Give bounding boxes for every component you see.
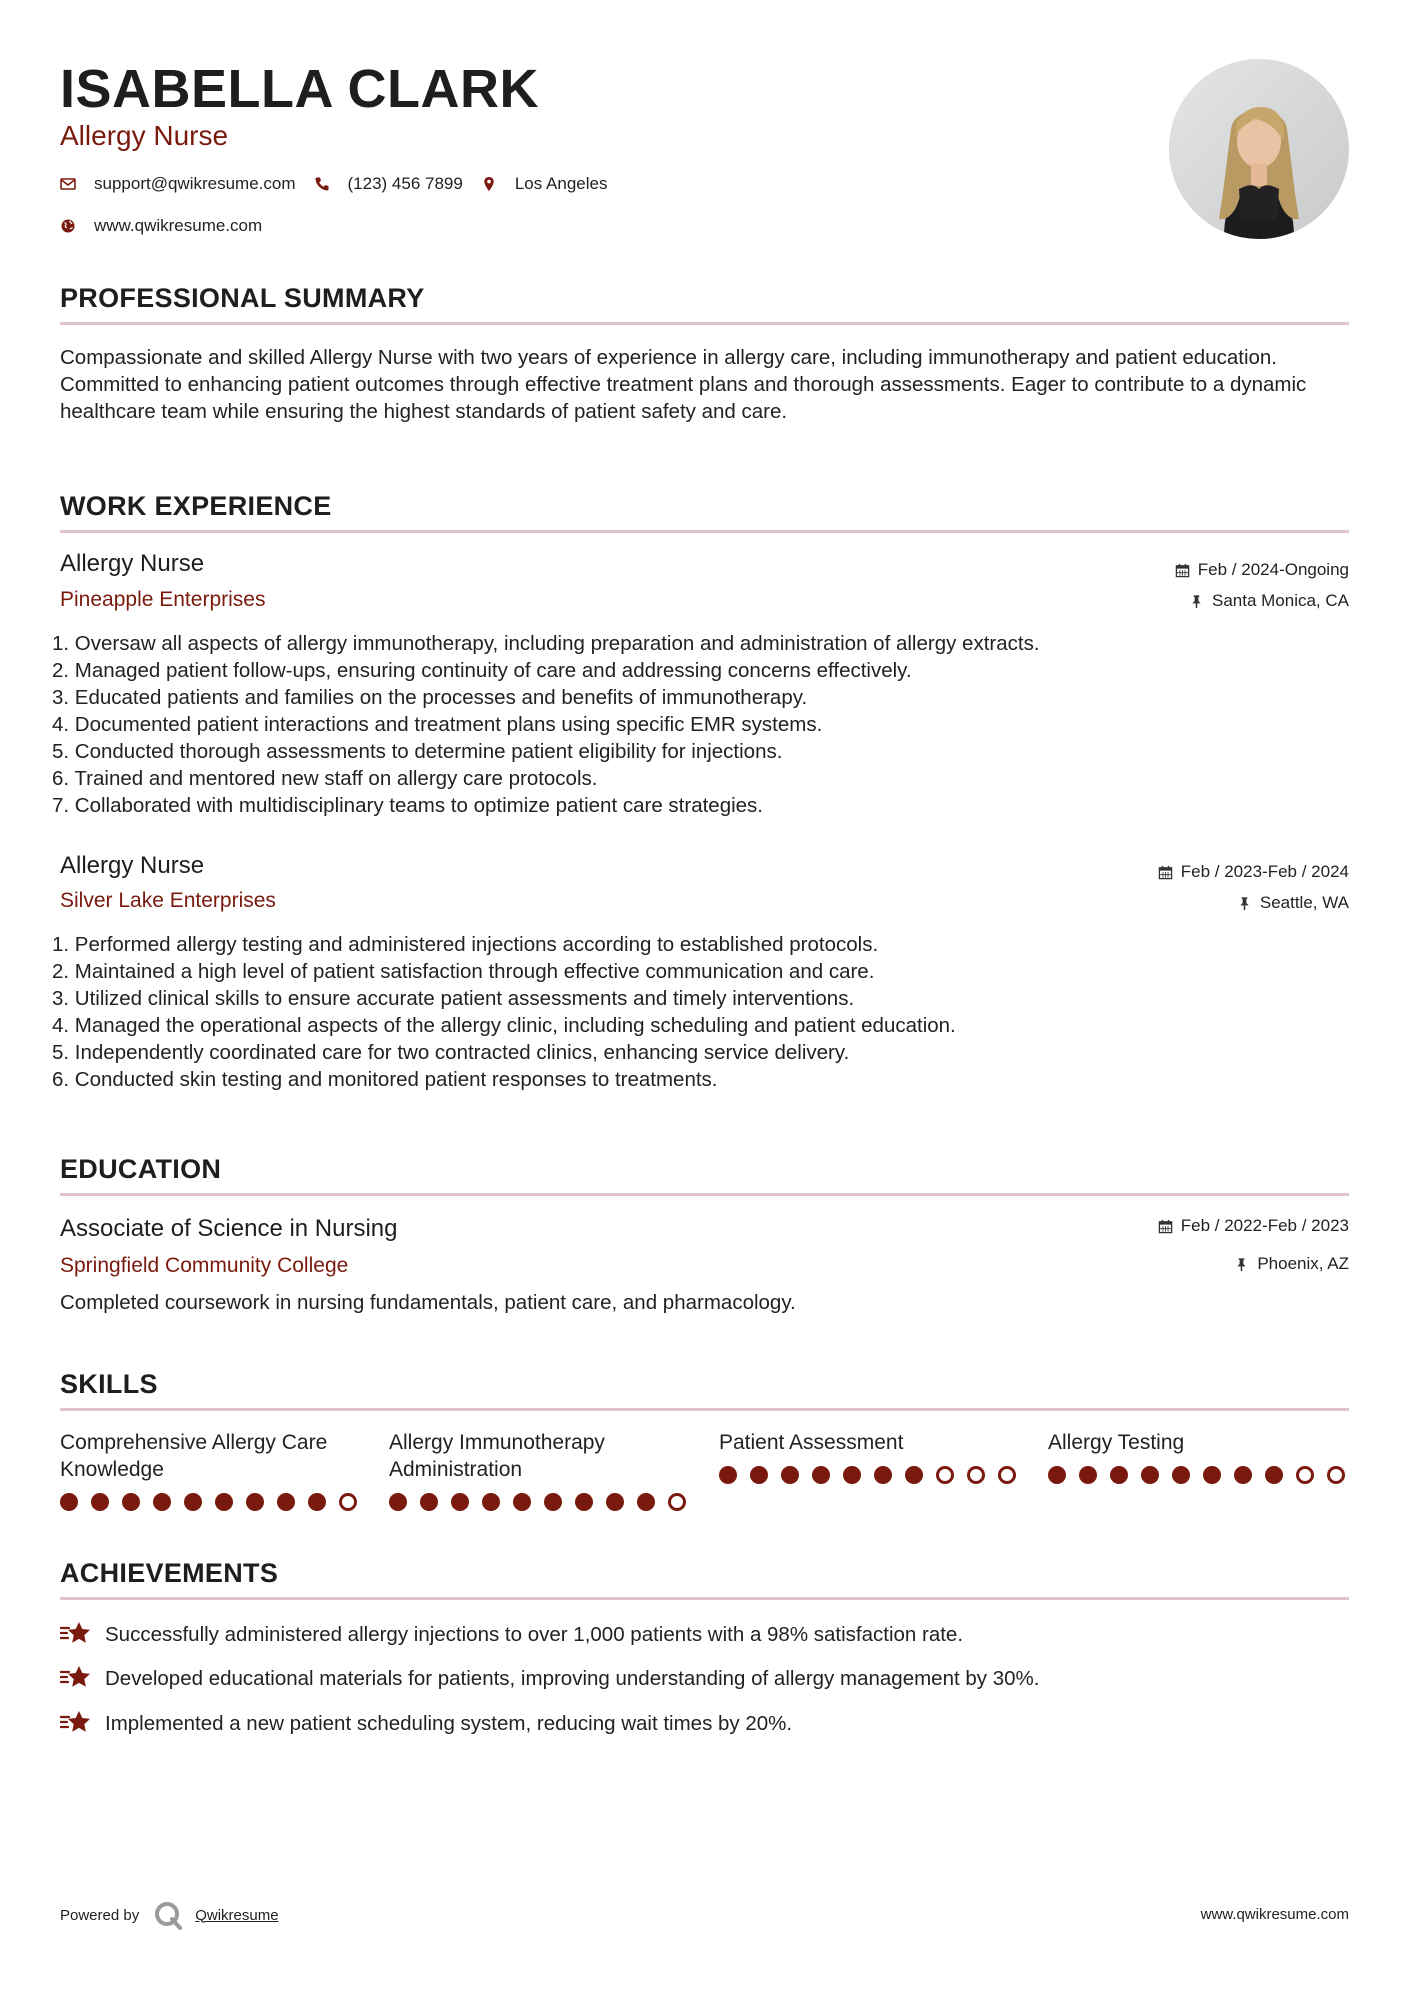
skill-item: [1048, 1429, 1358, 1484]
skill-item: [389, 1429, 699, 1511]
skill-name: Allergy Immunotherapy Administration: [389, 1431, 605, 1481]
job-bullet: 2. Managed patient follow-ups, ensuring continuity of care and addressing concerns effectively.: [52, 659, 912, 682]
job-bullet: 2. Maintained a high level of patient satisfaction through effective communication and care.: [52, 960, 875, 983]
rating-dot-filled: [1110, 1466, 1128, 1484]
star-award-icon: [60, 1620, 92, 1648]
job-bullet: 4. Managed the operational aspects of the allergy clinic, including scheduling and patient education.: [52, 1014, 956, 1037]
achievements-heading: ACHIEVEMENTS: [60, 1558, 279, 1588]
education-divider: [60, 1193, 1349, 1196]
skills-divider: [60, 1408, 1349, 1411]
education-degree: Associate of Science in Nursing: [60, 1215, 398, 1242]
achievements-divider: [60, 1597, 1349, 1600]
rating-dot-filled: [905, 1466, 923, 1484]
rating-dot-filled: [122, 1493, 140, 1511]
location-text: Los Angeles: [514, 174, 608, 193]
calendar-icon: [1158, 865, 1173, 880]
job-location: [1189, 590, 1349, 612]
education-location: [1234, 1253, 1349, 1275]
rating-dot-empty: [668, 1493, 686, 1511]
job-bullet-list: [52, 630, 1040, 819]
skill-rating: [389, 1493, 699, 1511]
map-pin-icon: [481, 176, 497, 192]
rating-dot-empty: [998, 1466, 1016, 1484]
skill-rating: [60, 1493, 370, 1511]
rating-dot-filled: [812, 1466, 830, 1484]
rating-dot-filled: [1234, 1466, 1252, 1484]
job-bullet: 6. Conducted skin testing and monitored patient responses to treatments.: [52, 1068, 718, 1091]
job-bullet: 7. Collaborated with multidisciplinary teams to optimize patient care strategies.: [52, 794, 763, 817]
job-date-text: Feb / 2024-Ongoing: [1197, 560, 1349, 579]
job-bullet: 3. Educated patients and families on the processes and benefits of immunotherapy.: [52, 686, 808, 709]
profile-photo: [1169, 59, 1349, 239]
rating-dot-empty: [339, 1493, 357, 1511]
job-date: [1175, 559, 1349, 581]
skill-name: Allergy Testing: [1048, 1431, 1185, 1454]
rating-dot-filled: [246, 1493, 264, 1511]
job-bullet: 1. Oversaw all aspects of allergy immunotherapy, including preparation and administration of allergy extracts.: [52, 632, 1040, 655]
candidate-name: ISABELLA CLARK: [60, 59, 539, 119]
star-award-icon: [60, 1664, 92, 1692]
pushpin-icon: [1234, 1257, 1249, 1272]
rating-dot-filled: [637, 1493, 655, 1511]
job-date: [1158, 861, 1349, 883]
skills-heading: SKILLS: [60, 1369, 158, 1399]
rating-dot-filled: [389, 1493, 407, 1511]
education-school: Springfield Community College: [60, 1254, 349, 1277]
job-company: Silver Lake Enterprises: [60, 889, 276, 912]
job-bullet: 4. Documented patient interactions and treatment plans using specific EMR systems.: [52, 713, 823, 736]
rating-dot-empty: [936, 1466, 954, 1484]
rating-dot-filled: [482, 1493, 500, 1511]
rating-dot-filled: [420, 1493, 438, 1511]
summary-text: Compassionate and skilled Allergy Nurse with two years of experience in allergy care, including immunotherapy and patient education. Committed to enhancing patient outcomes through effective treatment plans and thorough assessments. Eager to contribute to a dynamic healthcare team while ensuring the highest standards of patient safety and care.: [60, 346, 1307, 423]
rating-dot-filled: [1172, 1466, 1190, 1484]
skill-rating: [719, 1466, 1029, 1484]
experience-heading: WORK EXPERIENCE: [60, 491, 332, 521]
contact-row-primary: [60, 172, 607, 196]
rating-dot-filled: [1141, 1466, 1159, 1484]
rating-dot-filled: [153, 1493, 171, 1511]
skill-name: Comprehensive Allergy Care Knowledge: [60, 1431, 328, 1481]
footer-powered-by: [60, 1900, 279, 1930]
qwikresume-link[interactable]: Qwikresume: [195, 1906, 279, 1924]
powered-by-label: Powered by: [60, 1906, 140, 1924]
job-title: Allergy Nurse: [60, 550, 205, 577]
achievement-text: Developed educational materials for patients, improving understanding of allergy management by 30%.: [105, 1666, 1040, 1690]
skill-item: [719, 1429, 1029, 1484]
education-date-text: Feb / 2022-Feb / 2023: [1180, 1216, 1349, 1235]
rating-dot-filled: [843, 1466, 861, 1484]
globe-icon: [60, 218, 76, 234]
job-location-text: Seattle, WA: [1259, 893, 1349, 912]
achievement-text: Successfully administered allergy injections to over 1,000 patients with a 98% satisfaction rate.: [105, 1622, 964, 1646]
job-location-text: Santa Monica, CA: [1211, 591, 1349, 610]
job-bullet: 5. Conducted thorough assessments to determine patient eligibility for injections.: [52, 740, 783, 763]
rating-dot-filled: [575, 1493, 593, 1511]
email-icon: [60, 176, 76, 192]
phone-item[interactable]: [314, 172, 463, 196]
rating-dot-empty: [1327, 1466, 1345, 1484]
education-location-text: Phoenix, AZ: [1257, 1254, 1349, 1273]
rating-dot-filled: [451, 1493, 469, 1511]
rating-dot-filled: [874, 1466, 892, 1484]
rating-dot-filled: [215, 1493, 233, 1511]
candidate-role: Allergy Nurse: [60, 120, 229, 151]
rating-dot-filled: [308, 1493, 326, 1511]
rating-dot-filled: [781, 1466, 799, 1484]
job-bullet: 5. Independently coordinated care for two contracted clinics, enhancing service delivery.: [52, 1041, 850, 1064]
skill-rating: [1048, 1466, 1358, 1484]
rating-dot-filled: [1265, 1466, 1283, 1484]
email-item[interactable]: [60, 172, 296, 196]
phone-icon: [314, 176, 330, 192]
rating-dot-filled: [184, 1493, 202, 1511]
rating-dot-filled: [606, 1493, 624, 1511]
footer-website[interactable]: www.qwikresume.com: [1200, 1906, 1349, 1923]
rating-dot-filled: [277, 1493, 295, 1511]
rating-dot-empty: [1296, 1466, 1314, 1484]
achievement-item: [60, 1664, 1039, 1692]
rating-dot-filled: [91, 1493, 109, 1511]
pushpin-icon: [1189, 594, 1204, 609]
job-company: Pineapple Enterprises: [60, 588, 266, 611]
education-description: Completed coursework in nursing fundamentals, patient care, and pharmacology.: [60, 1291, 796, 1314]
pushpin-icon: [1237, 896, 1252, 911]
job-title: Allergy Nurse: [60, 852, 205, 879]
rating-dot-filled: [1203, 1466, 1221, 1484]
rating-dot-filled: [60, 1493, 78, 1511]
calendar-icon: [1158, 1219, 1173, 1234]
rating-dot-filled: [1048, 1466, 1066, 1484]
education-heading: EDUCATION: [60, 1154, 222, 1184]
rating-dot-filled: [544, 1493, 562, 1511]
rating-dot-filled: [719, 1466, 737, 1484]
qwikresume-logo-icon: [153, 1900, 183, 1930]
rating-dot-filled: [1079, 1466, 1097, 1484]
rating-dot-filled: [513, 1493, 531, 1511]
job-bullet: 1. Performed allergy testing and administered injections according to established protocols.: [52, 933, 879, 956]
phone-text: (123) 456 7899: [347, 174, 463, 193]
job-date-text: Feb / 2023-Feb / 2024: [1180, 862, 1349, 881]
job-location: [1237, 892, 1349, 914]
job-bullet: 6. Trained and mentored new staff on allergy care protocols.: [52, 767, 598, 790]
experience-divider: [60, 530, 1349, 533]
website-text: www.qwikresume.com: [94, 216, 263, 235]
location-item: [481, 172, 608, 196]
contact-row-secondary: [60, 214, 262, 238]
person-portrait-icon: [1169, 59, 1349, 239]
rating-dot-filled: [750, 1466, 768, 1484]
star-award-icon: [60, 1709, 92, 1737]
summary-heading: PROFESSIONAL SUMMARY: [60, 283, 425, 313]
job-bullet: 3. Utilized clinical skills to ensure accurate patient assessments and timely interventions.: [52, 987, 855, 1010]
calendar-icon: [1175, 563, 1190, 578]
rating-dot-empty: [967, 1466, 985, 1484]
website-item[interactable]: [60, 214, 262, 238]
email-text: support@qwikresume.com: [94, 174, 296, 193]
skill-name: Patient Assessment: [719, 1431, 904, 1454]
summary-divider: [60, 322, 1349, 325]
skill-item: [60, 1429, 370, 1511]
achievement-text: Implemented a new patient scheduling system, reducing wait times by 20%.: [105, 1711, 793, 1735]
achievement-item: [60, 1709, 792, 1737]
education-date: [1158, 1215, 1349, 1237]
achievement-item: [60, 1620, 963, 1648]
job-bullet-list: [52, 931, 956, 1093]
